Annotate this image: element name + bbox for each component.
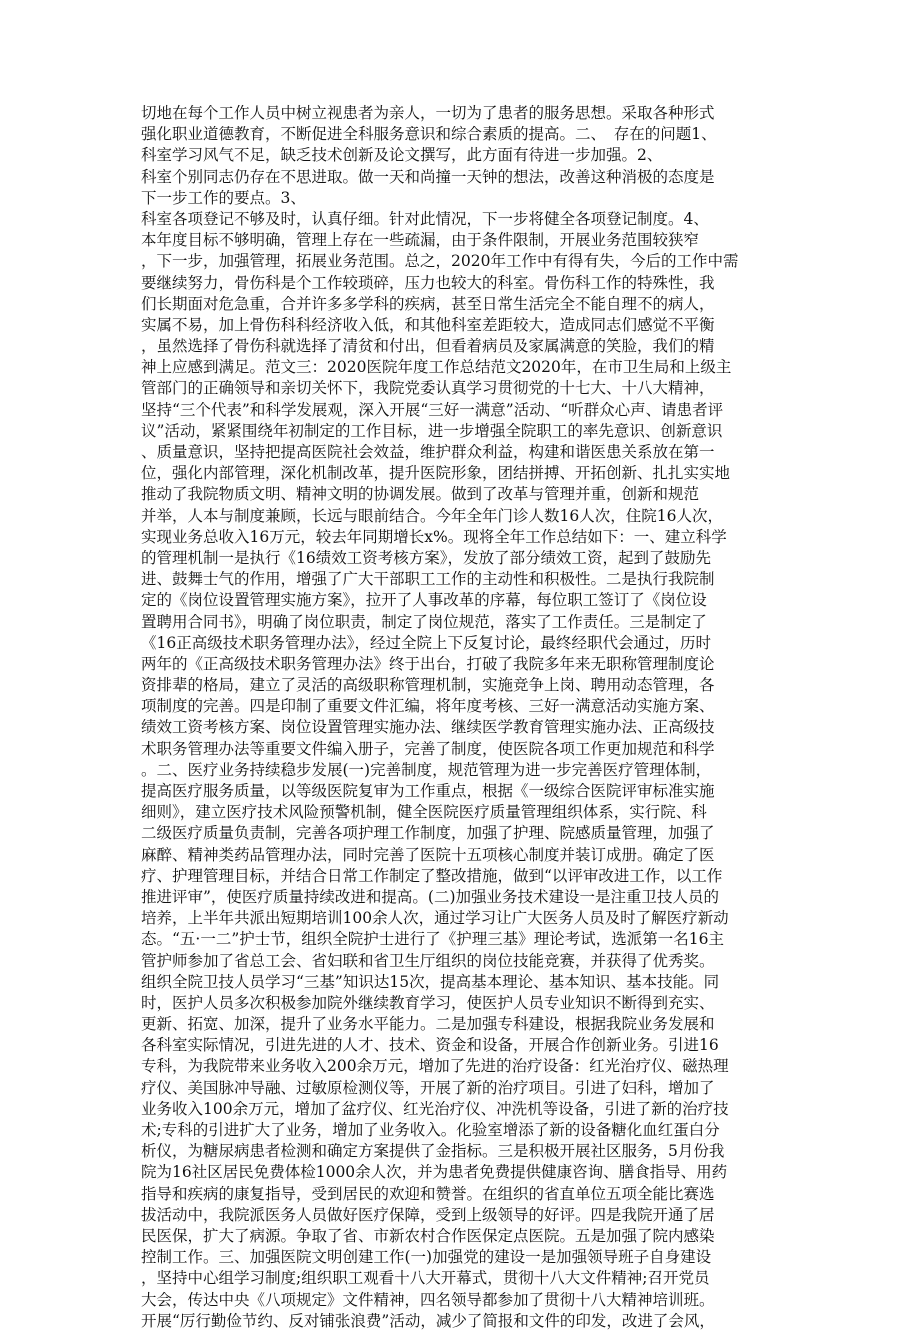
- text-line: 切地在每个工作人员中树立视患者为亲人，一切为了患者的服务思想。采取各种形式: [141, 104, 715, 122]
- text-line: ，下一步，加强管理，拓展业务范围。总之，2020年工作中有得有失，今后的工作中需: [141, 252, 739, 271]
- text-line: 提高医疗服务质量，以等级医院复审为工作重点，根据《一级综合医院评审标准实施: [141, 782, 715, 800]
- text-line: 本年度目标不够明确，管理上存在一些疏漏，由于条件限制，开展业务范围较狭窄: [141, 231, 700, 250]
- text-line: ，虽然选择了骨伤科就选择了清贫和付出，但看着病员及家属满意的笑脸，我们的精: [141, 337, 715, 356]
- text-line: 析仪，为糖尿病患者检测和确定方案提供了金指标。三是积极开展社区服务，5月份我: [141, 1142, 725, 1161]
- text-line: 们长期面对危急重，合并许多多学科的疾病，甚至日常生活完全不能自理不的病人，: [141, 294, 715, 313]
- text-line: 疗仪、美国脉冲导融、过敏原检测仪等，开展了新的治疗项目。引进了妇科，增加了: [141, 1078, 715, 1097]
- text-line: 控制工作。三、加强医院文明创建工作(一)加强党的建设一是加强领导班子自身建设: [141, 1248, 712, 1267]
- text-line: 更新、拓宽、加深，提升了业务水平能力。二是加强专科建设，根据我院业务发展和: [141, 1015, 715, 1034]
- text-line: 的管理机制一是执行《16绩效工资考核方案》，发放了部分绩效工资，起到了鼓励先: [141, 548, 711, 567]
- text-line: 麻醉、精神类药品管理办法，同时完善了医院十五项核心制度并装订成册。确定了医: [141, 845, 715, 864]
- text-line: 推进评审”，使医疗质量持续改进和提高。(二)加强业务技术建设一是注重卫技人员的: [141, 887, 720, 906]
- text-line: 疗、护理管理目标，并结合日常工作制定了整改措施，做到“以评审改进工作，以工作: [141, 866, 723, 885]
- text-line: 时，医护人员多次积极参加院外继续教育学习，使医护人员专业知识不断得到充实、: [141, 993, 715, 1012]
- text-line: 实现业务总收入16万元，较去年同期增长x%。现将全年工作总结如下：一、建立科学: [141, 527, 727, 546]
- text-line: 进、鼓舞士气的作用，增强了广大干部职工工作的主动性和积极性。二是执行我院制: [141, 570, 715, 589]
- text-line: 民医保，扩大了病源。争取了省、市新农村合作医保定点医院。五是加强了院内感染: [141, 1226, 715, 1245]
- text-line: 院为16社区居民免费体检1000余人次，并为患者免费提供健康咨询、膳食指导、用药: [141, 1163, 728, 1182]
- text-line: 强化职业道德教育，不断促进全科服务意识和综合素质的提高。二、 存在的问题1、: [141, 125, 717, 144]
- text-line: 定的《岗位设置管理实施方案》，拉开了人事改革的序幕，每位职工签订了《岗位设: [141, 591, 707, 610]
- text-line: 绩效工资考核方案、岗位设置管理实施办法、继续医学教育管理实施办法、正高级技: [141, 718, 715, 737]
- text-line: 开展“厉行勤俭节约、反对铺张浪费”活动，减少了简报和文件的印发，改进了会风，: [141, 1311, 715, 1330]
- text-line: 细则》，建立医疗技术风险预警机制，健全医院医疗质量管理组织体系，实行院、科: [141, 803, 707, 822]
- text-line: 专科，为我院带来业务收入200余万元，增加了先进的治疗设备：红光治疗仪、磁热理: [141, 1057, 729, 1076]
- text-line: 管部门的正确领导和亲切关怀下，我院党委认真学习贯彻党的十七大、十八大精神，: [141, 379, 715, 398]
- text-line: 并举，人本与制度兼顾，长远与眼前结合。今年全年门诊人数16人次，住院16人次，: [141, 506, 723, 525]
- text-line: 下一步工作的要点。3、: [141, 188, 306, 207]
- text-line: 术职务管理办法等重要文件编入册子，完善了制度，使医院各项工作更加规范和科学: [141, 739, 715, 758]
- text-line: 项制度的完善。四是印制了重要文件汇编，将年度考核、三好一满意活动实施方案、: [141, 697, 715, 716]
- text-line: 科室个别同志仍存在不思进取。做一天和尚撞一天钟的想法，改善这种消极的态度是: [141, 167, 715, 186]
- text-line: 实属不易，加上骨伤科科经济收入低，和其他科室差距较大，造成同志们感觉不平衡: [141, 315, 715, 334]
- text-line: 培养，上半年共派出短期培训100余人次，通过学习让广大医务人员及时了解医疗新动: [141, 909, 729, 928]
- text-line: 、质量意识，坚持把提高医院社会效益，维护群众利益，构建和谐医患关系放在第一: [141, 443, 715, 461]
- text-line: 组织全院卫技人员学习“三基”知识达15次，提高基本理论、基本知识、基本技能。同: [141, 972, 720, 991]
- text-line: 议”活动，紧紧围绕年初制定的工作目标，进一步增强全院职工的率先意识、创新意识: [141, 421, 723, 440]
- text-line: 推动了我院物质文明、精神文明的协调发展。做到了改革与管理并重，创新和规范: [141, 485, 700, 504]
- text-line: ，坚持中心组学习制度;组织职工观看十八大开幕式，贯彻十八大文件精神;召开党员: [141, 1269, 710, 1288]
- text-line: 拔活动中，我院派医务人员做好医疗保障，受到上级领导的好评。四是我院开通了居: [141, 1205, 715, 1224]
- text-line: 大会，传达中央《八项规定》文件精神，四名领导都参加了贯彻十八大精神培训班。: [141, 1290, 715, 1309]
- text-line: 态。“五·一二”护士节，组织全院护士进行了《护理三基》理论考试，选派第一名16主: [141, 930, 725, 949]
- text-line: 坚持“三个代表”和科学发展观，深入开展“三好一满意”活动、“听群众心声、请患者评: [141, 400, 724, 419]
- text-line: 管护师参加了省总工会、省妇联和省卫生厅组织的岗位技能竞赛，并获得了优秀奖。: [141, 951, 715, 970]
- document-body: [141, 103, 781, 1332]
- text-line: 要继续努力，骨伤科是个工作较琐碎，压力也较大的科室。骨伤科工作的特殊性，我: [141, 273, 715, 292]
- text-line: 位，强化内部管理，深化机制改革，提升医院形象，团结拼搏、开拓创新、扎扎实实地: [141, 464, 731, 483]
- text-line: 业务收入100余万元，增加了盆疗仪、红光治疗仪、冲洗机等设备，引进了新的治疗技: [141, 1099, 729, 1118]
- text-line: 置聘用合同书》，明确了岗位职责，制定了岗位规范，落实了工作责任。三是制定了: [141, 612, 707, 631]
- text-line: 资排辈的格局，建立了灵活的高级职称管理机制，实施竞争上岗、聘用动态管理，各: [141, 676, 715, 695]
- text-line: 二级医疗质量负责制，完善各项护理工作制度，加强了护理、院感质量管理，加强了: [141, 824, 715, 843]
- text-line: 术;专科的引进扩大了业务，增加了业务收入。化验室增添了新的设备糖化血红蛋白分: [141, 1121, 720, 1139]
- text-line: 科室各项登记不够及时，认真仔细。针对此情况，下一步将健全各项登记制度。4、: [141, 209, 709, 228]
- text-line: 。二、医疗业务持续稳步发展(一)完善制度，规范管理为进一步完善医疗管理体制，: [141, 760, 712, 779]
- text-line: 各科室实际情况，引进先进的人才、技术、资金和设备，开展合作创新业务。引进16: [141, 1036, 719, 1055]
- text-line: 神上应感到满足。范文三：2020医院年度工作总结范文2020年，在市卫生局和上级主: [141, 358, 732, 377]
- text-line: 指导和疾病的康复指导，受到居民的欢迎和赞誉。在组织的省直单位五项全能比赛选: [141, 1184, 715, 1203]
- text-line: 两年的《正高级技术职务管理办法》终于出台，打破了我院多年来无职称管理制度论: [141, 654, 715, 673]
- text-line: 科室学习风气不足，缺乏技术创新及论文撰写，此方面有待进一步加强。2、: [141, 146, 663, 165]
- text-line: 《16正高级技术职务管理办法》，经过全院上下反复讨论，最终经职代会通过，历时: [141, 633, 711, 652]
